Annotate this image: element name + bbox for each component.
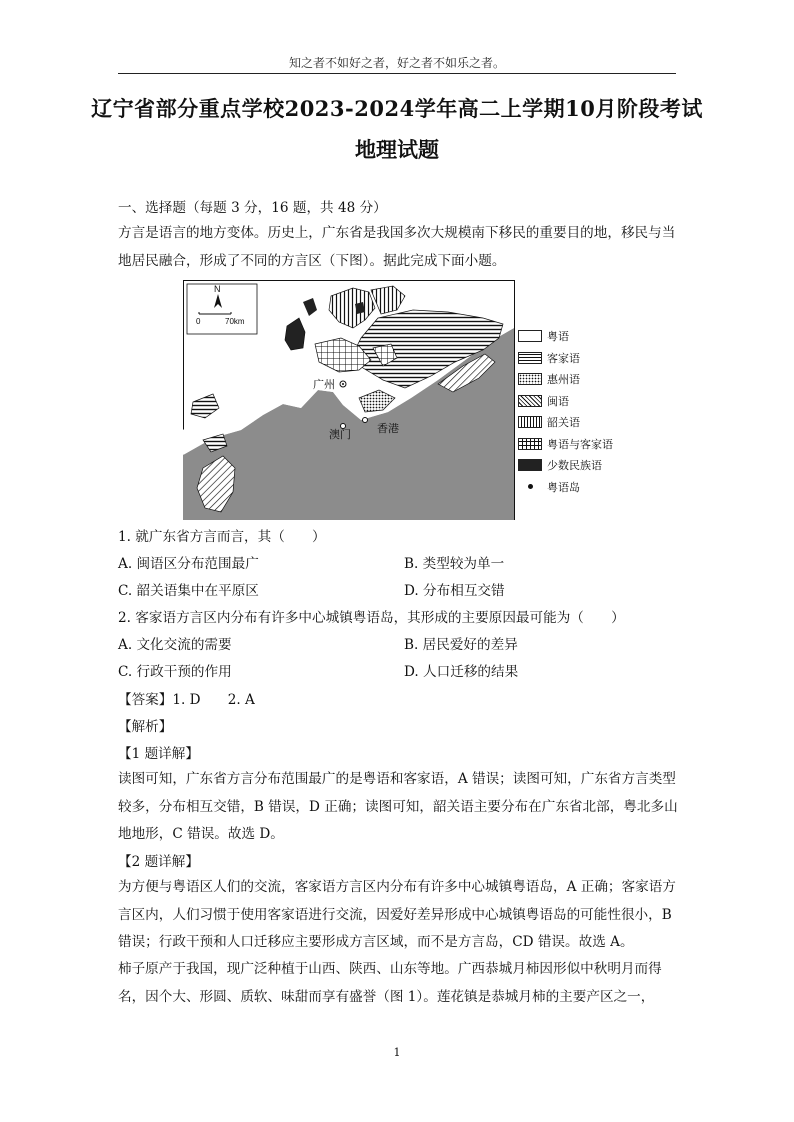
q1-option-a: A. 闽语区分布范围最广	[118, 556, 259, 572]
intro-paragraph: 方言是语言的地方变体。历史上，广东省是我国多次大规模南下移民的重要目的地，移民与当地居民融合，形成了不同的方言区（下图）。据此完成下面小题。	[118, 225, 676, 269]
detail-1-title: 【1 题详解】	[118, 746, 199, 762]
legend-swatch	[528, 484, 533, 489]
q2-option-b: B. 居民爱好的差异	[404, 637, 518, 653]
q2-option-d: D. 人口迁移的结果	[404, 664, 519, 680]
header-divider	[118, 73, 676, 74]
q1-option-b: B. 类型较为单一	[404, 556, 505, 572]
q1-stem: 1. 就广东省方言而言，其（ ）	[118, 529, 326, 545]
analysis-label: 【解析】	[118, 719, 173, 735]
legend-swatch	[518, 459, 542, 471]
next-passage: 柿子原产于我国，现广泛种植于山西、陕西、山东等地。广西恭城月柿因形似中秋明月而得名，因个大、形圆、质软、味甜而享有盛誉（图 1）。莲花镇是恭城月柿的主要产区之一，	[118, 961, 662, 1005]
legend-item: 惠州语	[518, 373, 648, 395]
legend-swatch	[518, 373, 542, 385]
legend-item: 客家语	[518, 352, 648, 374]
legend-swatch	[518, 395, 542, 407]
legend-swatch	[518, 352, 542, 364]
legend-item: 粤语	[518, 330, 648, 352]
legend-swatch	[518, 330, 542, 342]
dialect-map	[183, 280, 515, 520]
detail-2-text: 为方便与粤语区人们的交流，客家语方言区内分布有许多中心城镇粤语岛，A 正确；客家语方言区内，人们习惯于使用客家语进行交流，因爱好差异形成中心城镇粤语岛的可能性很小，B 错误；行政干预和人口迁移应主要形成方言区域，而不是方言岛，CD 错误。故选 A。	[118, 879, 676, 950]
legend-item: 韶关语	[518, 416, 648, 438]
exam-title: 辽宁省部分重点学校2023-2024学年高二上学期10月阶段考试	[91, 96, 703, 121]
answer-line: 【答案】1. D 2. A	[118, 692, 255, 708]
q2-stem: 2. 客家语方言区内分布有许多中心城镇粤语岛，其形成的主要原因最可能为（ ）	[118, 610, 625, 626]
q1-option-d: D. 分布相互交错	[404, 583, 505, 599]
scale-zero: 0	[196, 317, 201, 326]
legend-swatch	[518, 438, 542, 450]
scale-label: 70km	[225, 317, 245, 326]
legend-swatch	[518, 416, 542, 428]
legend-item: 粤语与客家语	[518, 438, 648, 460]
legend-item: 闽语	[518, 395, 648, 417]
section-heading: 一、选择题（每题 3 分，16 题，共 48 分）	[118, 200, 387, 216]
legend-item: 少数民族语	[518, 459, 648, 481]
q2-option-c: C. 行政干预的作用	[118, 664, 232, 680]
page-number: 1	[393, 1046, 401, 1059]
legend-item: 粤语岛	[518, 481, 648, 503]
map-legend	[518, 330, 648, 502]
north-label: N	[214, 284, 221, 294]
city-hongkong: 香港	[377, 422, 399, 435]
header-motto: 知之者不如好之者，好之者不如乐之者。	[288, 56, 505, 70]
city-guangzhou: 广州	[313, 378, 335, 391]
city-macau: 澳门	[329, 428, 351, 441]
q1-option-c: C. 韶关语集中在平原区	[118, 583, 259, 599]
exam-subject: 地理试题	[355, 137, 439, 162]
detail-1-text: 读图可知，广东省方言分布范围最广的是粤语和客家语，A 错误；读图可知，广东省方言类型较多，分布相互交错，B 错误，D 正确；读图可知，韶关语主要分布在广东省北部，粤北多山地地形，C 错误。故选 D。	[118, 771, 678, 842]
q2-option-a: A. 文化交流的需要	[118, 637, 232, 653]
detail-2-title: 【2 题详解】	[118, 854, 199, 870]
